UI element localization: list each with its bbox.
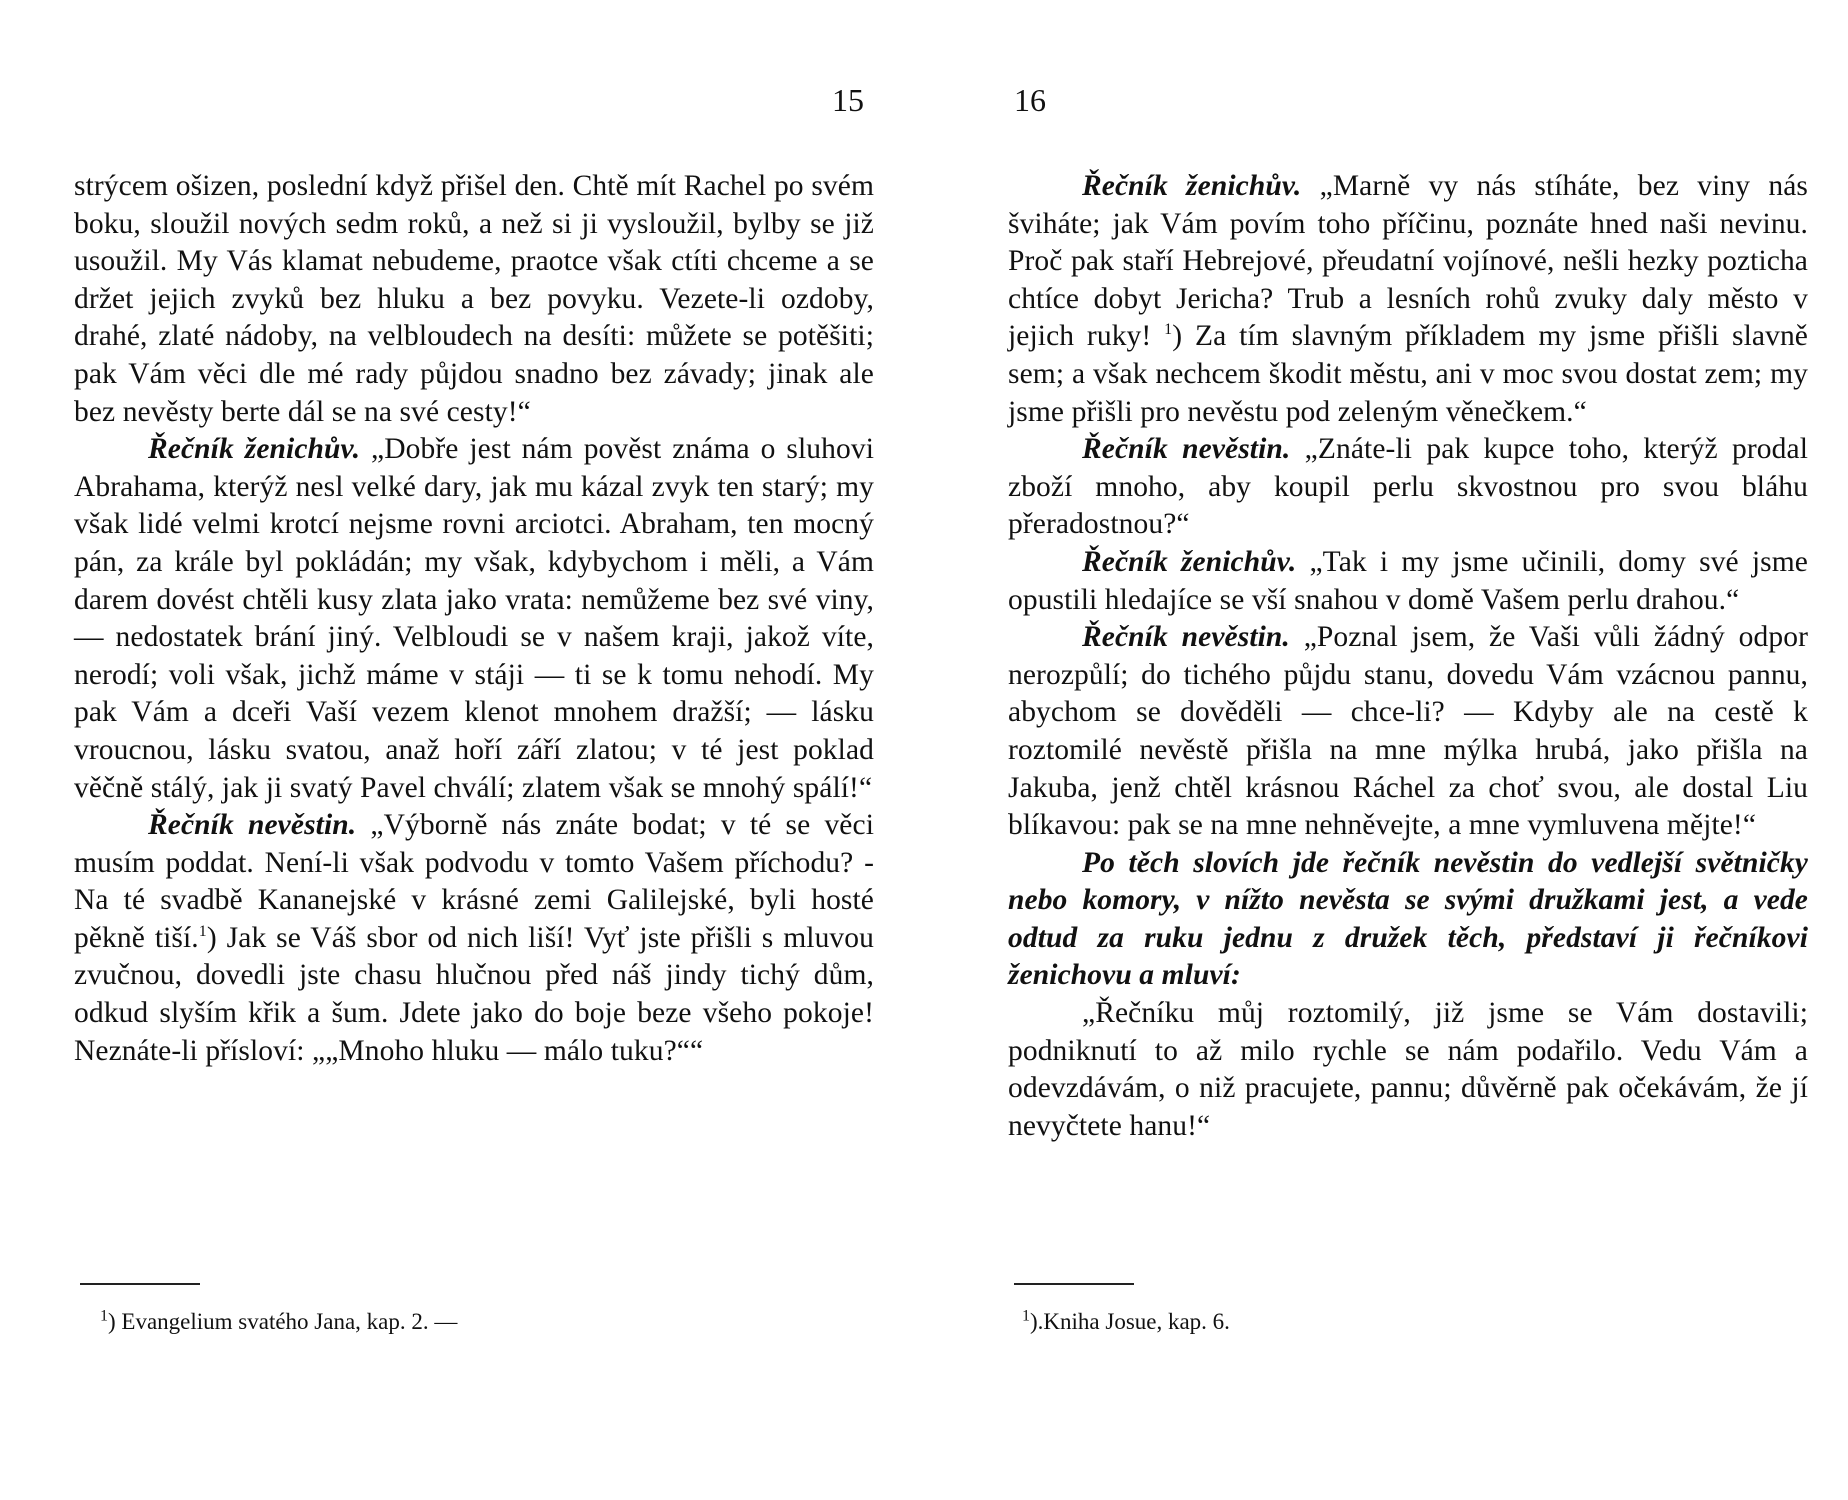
footnote-text: ).Kniha Josue, kap. 6. [1030, 1309, 1230, 1334]
speech-text: „Marně vy nás stíháte, bez viny nás šviháte; jak Vám povím toho příčinu, poznáte hned naši nevinu. Proč pak staří Hebrejové, přeudatní vojínové, nešli hezky pozticha chtíce dobyt Jericha? Trub a lesních rohů zvuky daly město v jejich ruky! [1008, 170, 1808, 353]
footnote-divider [1014, 1283, 1134, 1285]
speaker-label: Řečník nevěstin. [1082, 621, 1290, 654]
speech-text: „Tak i my jsme učinili, domy své jsme opustili hledajíce se vší snahou v domě Vašem perlu drahou.“ [1008, 545, 1808, 616]
left-paragraph-3 [74, 807, 874, 1070]
speech-text: ) Jak se Váš sbor od nich liší! Vyť jste přišli s mluvou zvučnou, dovedli jste chasu hlučnou před náš jindy tichý dům, odkud slyším křik a šum. Jdete jako do boje beze všeho pokoje! Neznáte-li přísloví: „„Mnoho hluku — málo tuku?““ [74, 921, 874, 1067]
speech-text: ) Za tím slavným příkladem my jsme přišli slavně sem; a však nechcem škodit městu, ani v moc svou dostat zem; my jsme přišli pro nevěstu pod zeleným věnečkem.“ [1008, 320, 1808, 428]
stage-direction: Po těch slovích jde řečník nevěstin do vedlejší světničky nebo komory, v nížto nevěsta se svými družkami jest, a vede odtud za ruku jednu z družek těch, představí ji řečníkovi ženichovu a mluví: [1008, 846, 1808, 992]
speech-text: „Poznal jsem, že Vaši vůli žádný odpor nerozpůlí; do tichého půjdu stanu, dovedu Vám vzácnou pannu, abychom se dověděli — chce-li? — Kdyby ale na cestě k roztomilé nevěstě přišla na mne mýlka hrubá, jako přišla na Jakuba, jenž chtěl krásnou Ráchel za choť svou, ale dostal Liu blíkavou: pak se na mne nehněvejte, a mne vymluvena mějte!“ [1008, 621, 1808, 842]
left-body-text [74, 168, 874, 1070]
footnote-reference: 1 [1164, 321, 1173, 339]
speech-text: „Dobře jest nám pověst známa o sluhovi Abrahama, kterýž nesl velké dary, jak mu kázal zvyk ten starý; my však lidé velmi krotcí nejsme rovni arciotci. Abraham, ten mocný pán, za krále byl pokládán; my však, kdybychom i měli, a Vám darem dovést chtěli kusy zlata jako vrata: nemůžeme bez své viny, — nedostatek brání jiný. Velbloudi se v našem kraji, jakož víte, nerodí; voli však, jichž máme v stáji — ti se k tomu nehodí. My pak Vám a dceři Vaší vezem klenot mnohem dražší; — lásku vroucnou, lásku svatou, anaž hoří září zlatou; v té jest poklad věčně stálý, jak ji svatý Pavel chválí; zlatem však se mnohý spálí!“ [74, 433, 874, 804]
speaker-label: Řečník ženichův. [148, 433, 361, 466]
right-paragraph-4 [1008, 619, 1808, 845]
page-number-left: 15 [832, 82, 864, 118]
footnote-reference: 1 [198, 923, 207, 941]
footnote-marker: 1 [100, 1307, 108, 1325]
footnote-marker: 1 [1022, 1307, 1030, 1325]
footnote-divider [80, 1283, 200, 1285]
speaker-label: Řečník ženichův. [1082, 170, 1302, 202]
speaker-label: Řečník nevěstin. [1082, 433, 1291, 466]
right-paragraph-5: „Řečníku můj roztomilý, již jsme se Vám dostavili; podniknutí to až milo rychle se nám podařilo. Vedu Vám a odevzdávám, o niž pracujete, pannu; důvěrně pak očekávám, že jí nevyčtete hanu!“ [1008, 997, 1808, 1142]
speaker-label: Řečník nevěstin. [148, 809, 357, 842]
right-body-text [1008, 168, 1808, 1145]
left-paragraph-2 [74, 431, 874, 807]
left-footnote [100, 1308, 457, 1336]
right-page [924, 0, 1848, 1500]
right-paragraph-1 [1008, 168, 1808, 431]
right-paragraph-2 [1008, 431, 1808, 544]
left-paragraph-1: strýcem ošizen, poslední když přišel den. Chtě mít Rachel po svém boku, sloužil nových sedm roků, a než si ji vysloužil, bylby se již usoužil. My Vás klamat nebudeme, praotce však ctíti chceme a se držet jejich zvyků bez hluku a bez povyku. Vezete-li ozdoby, drahé, zlaté nádoby, na velbloudech na desíti: můžete se potěšiti; pak Vám věci dle mé rady půjdou snadno bez závady; jinak ale bez nevěsty berte dál se na své cesty!“ [74, 170, 874, 428]
right-footnote [1022, 1308, 1230, 1336]
speaker-label: Řečník ženichův. [1082, 545, 1297, 578]
speech-text: „Výborně nás znáte bodat; v té se věci musím poddat. Není-li však podvodu v tomto Vašem příchodu? - Na té svadbě Kananejské v krásné zemi Galilejské, byli hosté pěkně tiší. [74, 809, 874, 954]
footnote-text: ) Evangelium svatého Jana, kap. 2. — [108, 1309, 458, 1334]
right-paragraph-3 [1008, 544, 1808, 619]
speech-text: „Znáte-li pak kupce toho, kterýž prodal zboží mnoho, aby koupil perlu skvostnou pro svou bláhu přeradostnou?“ [1008, 433, 1808, 541]
page-number-right: 16 [1014, 82, 1046, 118]
